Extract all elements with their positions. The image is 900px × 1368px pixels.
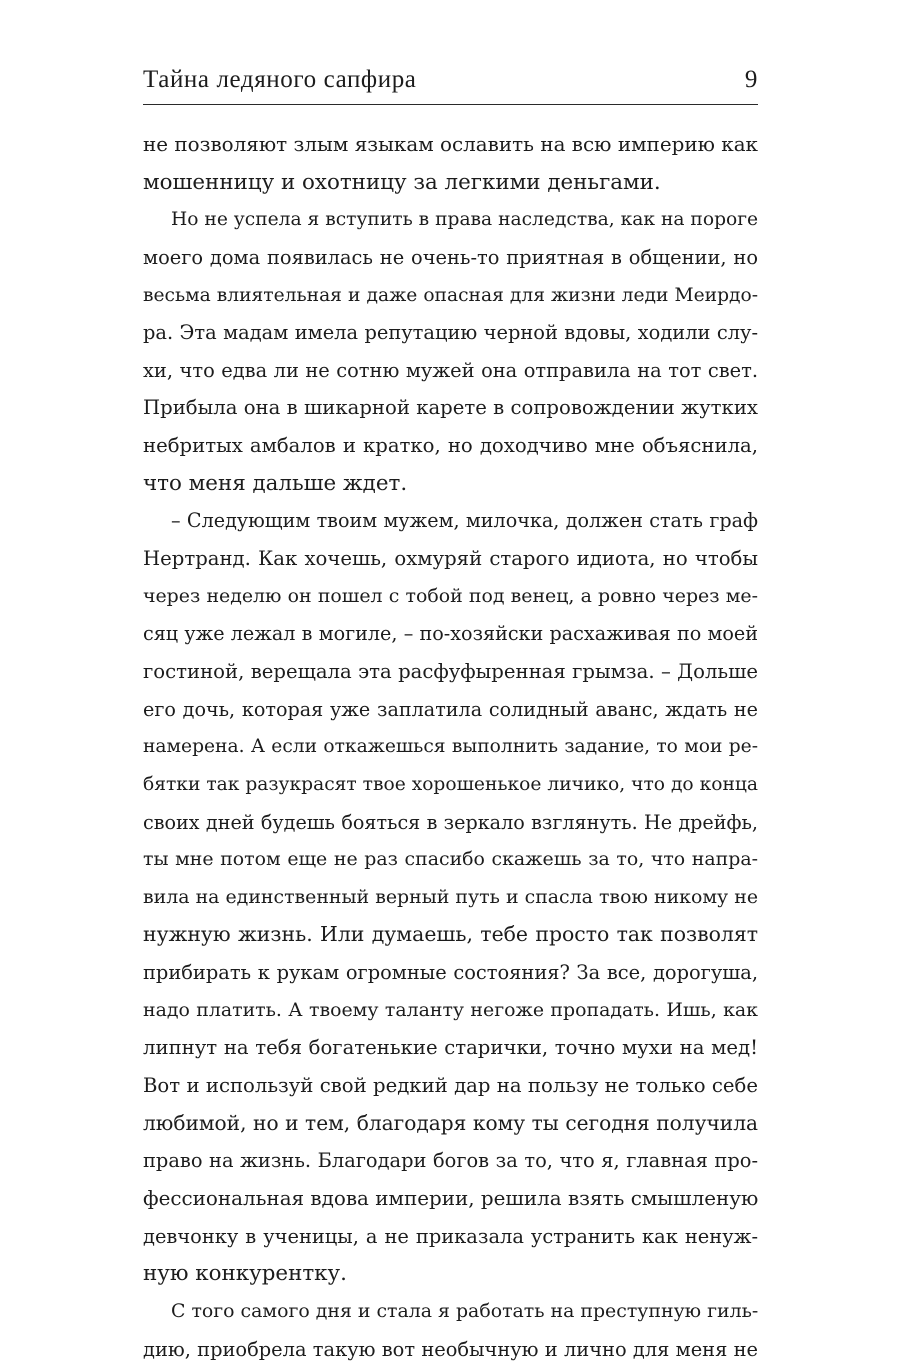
text-line: липнут на тебя богатенькие старички, точно мухи на мед! [143,1029,758,1067]
text-line: своих дней будешь бояться в зеркало взглянуть. Не дрейфь, [143,804,758,842]
text-line: ную конкурентку. [143,1255,758,1293]
text-line: любимой, но и тем, благодаря кому ты сегодня получила [143,1105,758,1143]
text-line: его дочь, которая уже заплатила солидный аванс, ждать не [143,691,758,729]
text-line: хи, что едва ли не сотню мужей она отправила на тот свет. [143,352,758,390]
text-line: С того самого дня и стала я работать на преступную гиль- [143,1293,758,1331]
book-title: Тайна ледяного сапфира [143,66,417,94]
text-line: ты мне потом еще не раз спасибо скажешь за то, что напра- [143,841,758,879]
text-line: небритых амбалов и кратко, но доходчиво мне объяснила, [143,427,758,465]
header-rule [143,104,758,105]
body-text [143,126,758,1368]
text-line: прибирать к рукам огромные состояния? За все, дорогуша, [143,954,758,992]
text-line: Но не успела я вступить в права наследства, как на пороге [143,201,758,239]
paragraph [143,126,758,201]
text-line: весьма влиятельная и даже опасная для жизни леди Меирдо- [143,277,758,315]
text-line: мошенницу и охотницу за легкими деньгами. [143,164,758,202]
text-line: дию, приобрела такую вот необычную и лично для меня не [143,1331,758,1368]
text-line: Прибыла она в шикарной карете в сопровождении жутких [143,389,758,427]
text-line: бятки так разукрасят твое хорошенькое личико, что до конца [143,766,758,804]
running-header [143,62,758,102]
paragraph [143,502,758,1292]
page-number: 9 [745,66,758,94]
text-line: намерена. А если откажешься выполнить задание, то мои ре- [143,728,758,766]
text-line: ра. Эта мадам имела репутацию черной вдовы, ходили слу- [143,314,758,352]
text-line: что меня дальше ждет. [143,465,758,503]
text-line: надо платить. А твоему таланту негоже пропадать. Ишь, как [143,992,758,1030]
text-line: Вот и используй свой редкий дар на пользу не только себе [143,1067,758,1105]
text-line: – Следующим твоим мужем, милочка, должен стать граф [143,502,758,540]
text-line: моего дома появилась не очень-то приятная в общении, но [143,239,758,277]
text-line: девчонку в ученицы, а не приказала устранить как ненуж- [143,1218,758,1256]
paragraph [143,201,758,502]
paragraph [143,1293,758,1368]
text-line: гостиной, верещала эта расфуфыренная грымза. – Дольше [143,653,758,691]
text-line: право на жизнь. Благодари богов за то, что я, главная про- [143,1142,758,1180]
text-line: не позволяют злым языкам ославить на всю империю как [143,126,758,164]
text-line: вила на единственный верный путь и спасла твою никому не [143,879,758,917]
text-line: через неделю он пошел с тобой под венец, а ровно через ме- [143,578,758,616]
text-line: сяц уже лежал в могиле, – по-хозяйски расхаживая по моей [143,615,758,653]
text-line: нужную жизнь. Или думаешь, тебе просто так позволят [143,916,758,954]
text-line: фессиональная вдова империи, решила взять смышленую [143,1180,758,1218]
text-line: Нертранд. Как хочешь, охмуряй старого идиота, но чтобы [143,540,758,578]
